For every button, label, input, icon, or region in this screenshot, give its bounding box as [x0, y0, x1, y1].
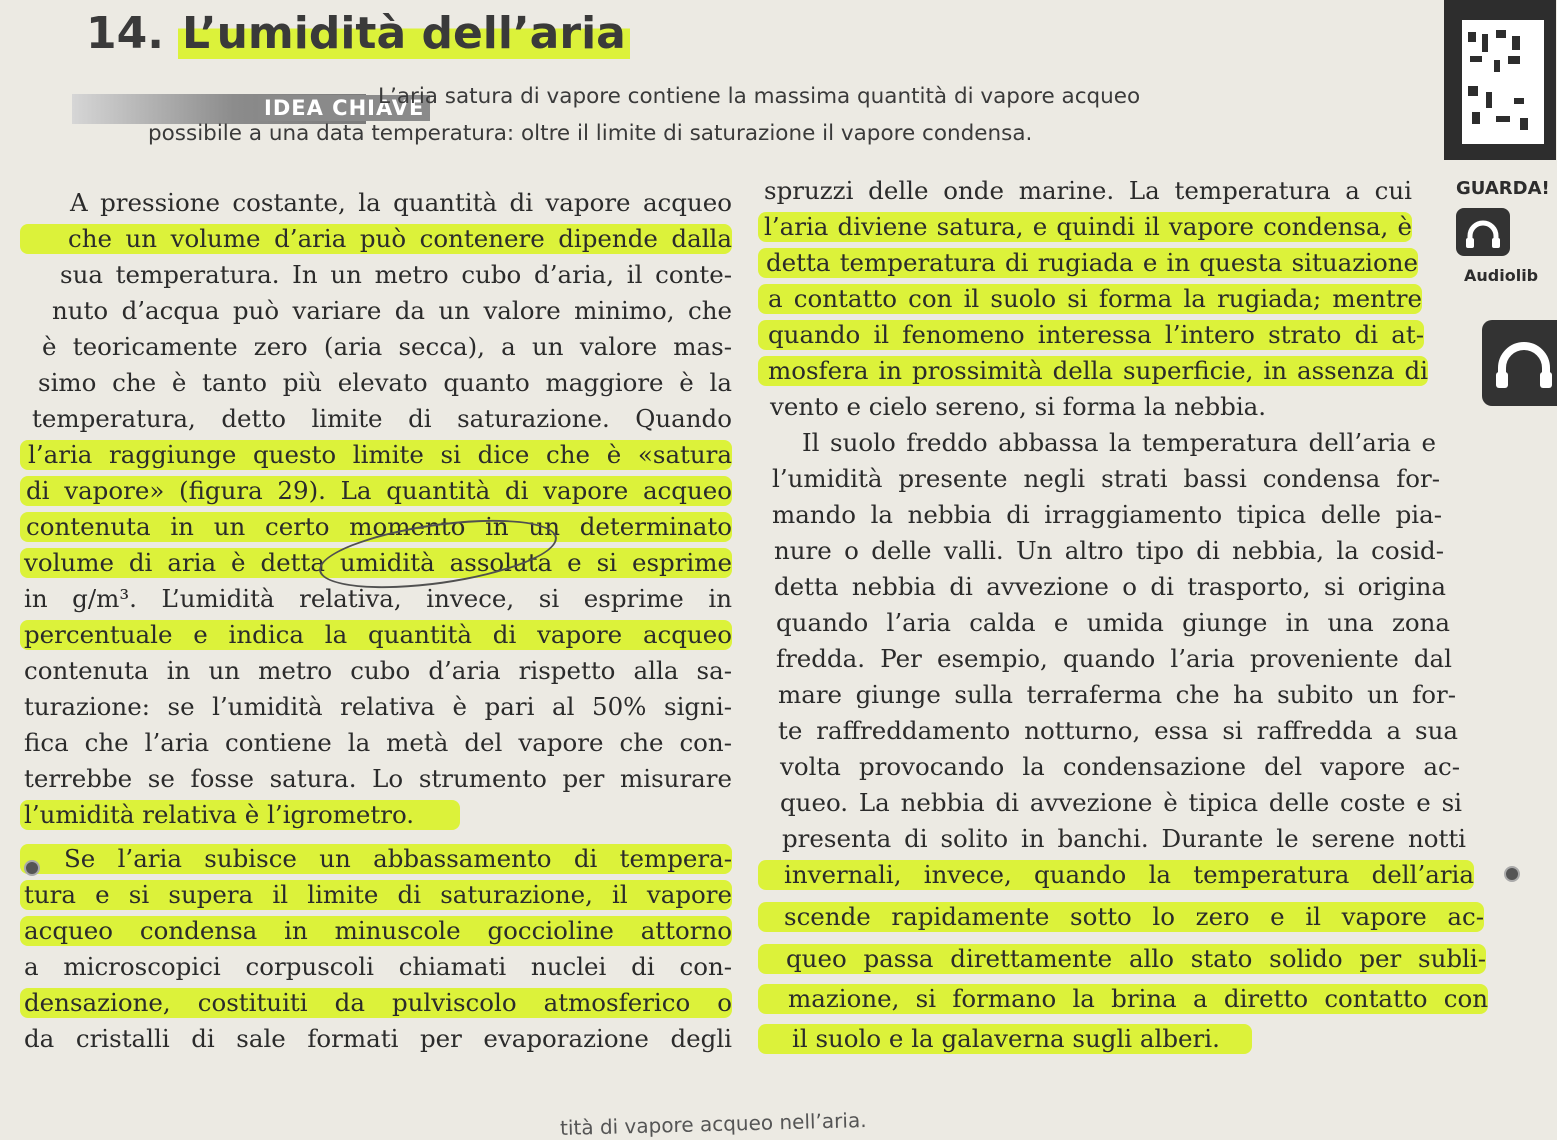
key-idea-badge: IDEA CHIAVE: [258, 95, 430, 121]
text-line: simo che è tanto più elevato quanto maggiore è la: [38, 368, 732, 397]
section-number: 14.: [86, 8, 164, 59]
text-line: temperatura, detto limite di saturazione. Quando: [32, 404, 732, 433]
text-line: vento e cielo sereno, si forma la nebbia.: [770, 392, 1267, 421]
page-title: [86, 8, 630, 59]
text-line: mazione, si formano la brina a diretto contatto con: [758, 984, 1488, 1014]
text-line: densazione, costituiti da pulviscolo atmosferico o: [20, 988, 732, 1018]
text-line: l’umidità relativa è l’igrometro.: [20, 800, 460, 830]
text-line: l’aria raggiunge questo limite si dice che è «satura: [20, 440, 732, 470]
text-line: l’umidità presente negli strati bassi condensa for-: [772, 464, 1440, 493]
text-line: contenuta in un certo momento in un determinato: [20, 512, 732, 542]
qr-code-pattern: [1462, 20, 1544, 144]
headphones-icon[interactable]: [1482, 320, 1557, 406]
text-line: nure o delle valli. Un altro tipo di nebbia, la cosid-: [774, 536, 1444, 565]
text-line: tura e si supera il limite di saturazione, il vapore: [20, 880, 732, 910]
text-line: quando il fenomeno interessa l’intero strato di at-: [758, 320, 1424, 350]
text-line: il suolo e la galaverna sugli alberi.: [758, 1024, 1252, 1054]
text-line: queo passa direttamente allo stato solido per subli-: [758, 944, 1486, 974]
headphones-icon[interactable]: [1456, 208, 1510, 256]
guarda-label: GUARDA!: [1456, 178, 1550, 199]
text-line: percentuale e indica la quantità di vapore acqueo: [20, 620, 732, 650]
text-line: spruzzi delle onde marine. La temperatura a cui: [764, 176, 1412, 205]
section-title: L’umidità dell’aria: [178, 8, 630, 59]
text-line: mando la nebbia di irraggiamento tipica delle pia-: [772, 500, 1442, 529]
text-line: fica che l’aria contiene la metà del vapore che con-: [24, 728, 732, 757]
text-line: sua temperatura. In un metro cubo d’aria, il conte-: [60, 260, 732, 289]
text-line: fredda. Per esempio, quando l’aria proveniente dal: [776, 644, 1452, 673]
text-line: mare giunge sulla terraferma che ha subito un for-: [778, 680, 1456, 709]
text-line: terrebbe se fosse satura. Lo strumento per misurare: [24, 764, 732, 793]
key-idea-line-2: possibile a una data temperatura: oltre il limite di saturazione il vapore condensa.: [148, 121, 1033, 146]
text-line: volume di aria è detta umidità assoluta e si esprime: [20, 548, 732, 578]
text-line: di vapore» (figura 29). La quantità di vapore acqueo: [20, 476, 732, 506]
key-idea-line-1: L’aria satura di vapore contiene la massima quantità di vapore acqueo: [378, 84, 1141, 109]
text-line: l’aria diviene satura, e quindi il vapore condensa, è: [758, 212, 1412, 242]
text-line: volta provocando la condensazione del vapore ac-: [780, 752, 1460, 781]
text-line: invernali, invece, quando la temperatura dell’aria: [758, 860, 1474, 890]
text-line: quando l’aria calda e umida giunge in una zona: [776, 608, 1450, 637]
text-line: te raffreddamento notturno, essa si raffredda a sua: [778, 716, 1458, 745]
partial-footer-text: tità di vapore acqueo nell’aria.: [559, 1107, 867, 1140]
text-line: nuto d’acqua può variare da un valore minimo, che: [52, 296, 732, 325]
text-line: presenta di solito in banchi. Durante le serene notti: [782, 824, 1466, 853]
text-line: Il suolo freddo abbassa la temperatura dell’aria e: [802, 428, 1436, 457]
text-line: queo. La nebbia di avvezione è tipica delle coste e si: [780, 788, 1462, 817]
text-line: a contatto con il suolo si forma la rugiada; mentre: [758, 284, 1422, 314]
text-line: che un volume d’aria può contenere dipende dalla: [20, 224, 732, 254]
text-line: detta temperatura di rugiada e in questa situazione: [758, 248, 1418, 278]
text-line: scende rapidamente sotto lo zero e il vapore ac-: [758, 902, 1484, 932]
text-line: Se l’aria subisce un abbassamento di tempera-: [20, 844, 732, 874]
text-line: è teoricamente zero (aria secca), a un valore mas-: [42, 332, 732, 361]
paragraph-marker: [1504, 866, 1520, 882]
text-line: contenuta in un metro cubo d’aria rispetto alla sa-: [24, 656, 732, 685]
text-line: acqueo condensa in minuscole goccioline attorno: [20, 916, 732, 946]
text-line: a microscopici corpuscoli chiamati nuclei di con-: [24, 952, 732, 981]
paragraph-marker: [24, 860, 40, 876]
text-line: turazione: se l’umidità relativa è pari al 50% signi-: [24, 692, 732, 721]
text-line: A pressione costante, la quantità di vapore acqueo: [70, 188, 732, 217]
text-line: detta nebbia di avvezione o di trasporto, si origina: [774, 572, 1446, 601]
text-line: da cristalli di sale formati per evaporazione degli: [24, 1024, 732, 1053]
text-line: mosfera in prossimità della superficie, in assenza di: [758, 356, 1428, 386]
text-line: in g/m³. L’umidità relativa, invece, si esprime in: [24, 584, 732, 613]
audiolib-label: Audiolib: [1464, 266, 1539, 285]
